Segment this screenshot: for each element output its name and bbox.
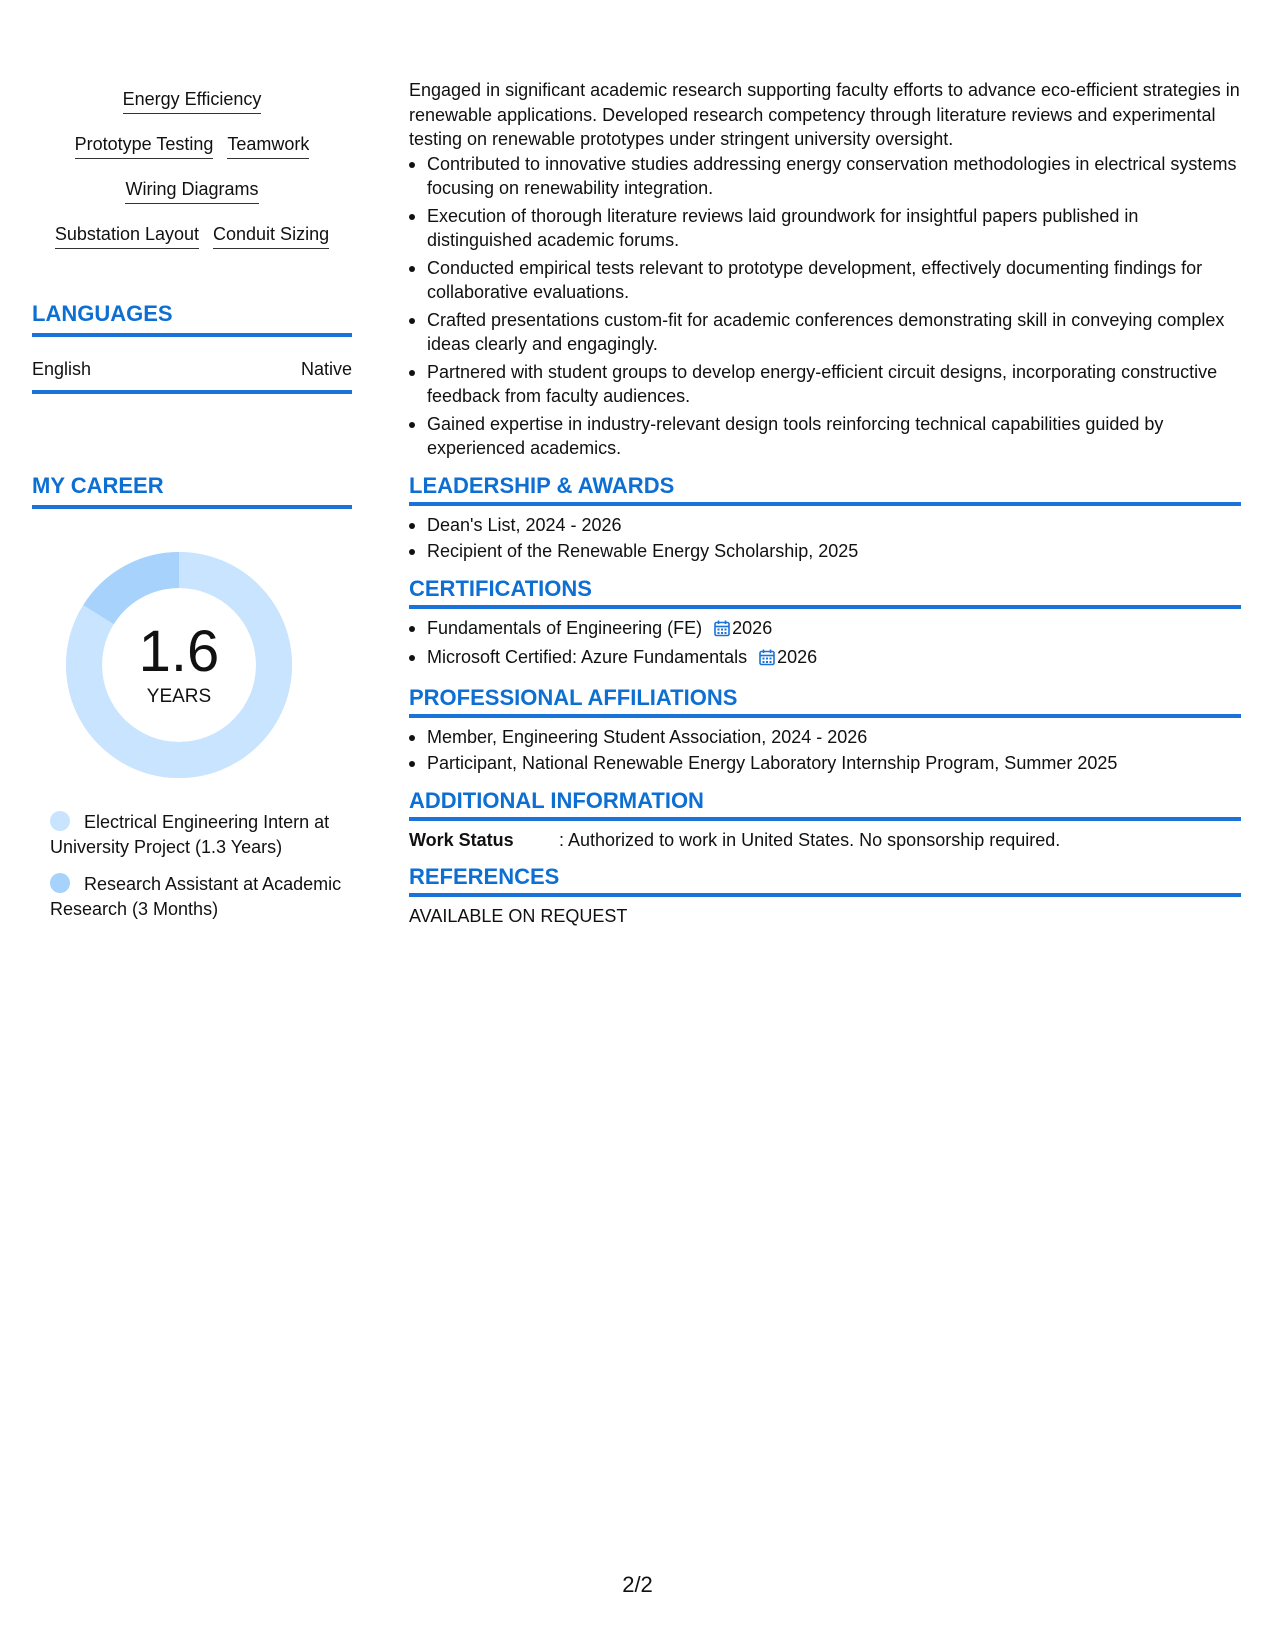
skill-tag: Substation Layout — [55, 223, 199, 249]
calendar-icon — [714, 619, 730, 644]
page-number: 2/2 — [622, 1572, 653, 1597]
experience-bullet: Conducted empirical tests relevant to prototype development, effectively documenting findings for collaborative evaluations. — [409, 256, 1241, 305]
affiliation-item: Member, Engineering Student Association, 2024 - 2026 — [409, 725, 1241, 750]
certification-name: Fundamentals of Engineering (FE) — [427, 617, 703, 638]
awards-list — [409, 513, 1241, 564]
skills-row-2 — [32, 133, 352, 159]
affiliations-heading: PROFESSIONAL AFFILIATIONS — [409, 685, 1241, 718]
work-status-label: Work Status — [409, 829, 514, 850]
skill-tag: Teamwork — [227, 133, 309, 159]
career-legend-item — [50, 872, 350, 922]
language-name: English — [32, 359, 92, 379]
references-text: AVAILABLE ON REQUEST — [409, 905, 628, 926]
skill-tag: Energy Efficiency — [123, 88, 262, 114]
languages-heading: LANGUAGES — [32, 301, 352, 337]
skills-row-1 — [32, 88, 352, 114]
skill-tag: Wiring Diagrams — [125, 178, 258, 204]
references-heading: REFERENCES — [409, 864, 1241, 897]
affiliations-list — [409, 725, 1241, 776]
work-status-value: : Authorized to work in United States. No sponsorship required. — [559, 829, 1061, 850]
experience-bullet: Execution of thorough literature reviews laid groundwork for insightful papers published in distinguished academic forums. — [409, 204, 1241, 253]
experience-bullet: Crafted presentations custom-fit for academic conferences demonstrating skill in conveying complex ideas clearly and engagingly. — [409, 308, 1241, 357]
legend-dot — [50, 873, 70, 893]
award-item: Recipient of the Renewable Energy Scholarship, 2025 — [409, 539, 1241, 564]
certification-item — [409, 645, 1241, 673]
calendar-icon — [759, 648, 775, 673]
skills-row-3 — [32, 178, 352, 204]
career-heading: MY CAREER — [32, 473, 352, 509]
certification-year: 2026 — [777, 647, 818, 667]
certifications-heading: CERTIFICATIONS — [409, 576, 1241, 609]
legend-dot — [50, 811, 70, 831]
experience-summary: Engaged in significant academic research supporting faculty efforts to advance eco-efficient strategies in renewable applications. Developed research competency through literature reviews and experimental testing on renewable prototypes under stringent university oversight. — [409, 80, 1240, 149]
career-total-years: 1.6 — [138, 619, 220, 684]
skill-tag: Conduit Sizing — [213, 223, 329, 249]
career-legend-item — [50, 810, 350, 860]
experience-bullet: Contributed to innovative studies addressing energy conservation methodologies in electrical systems focusing on renewability integration. — [409, 152, 1241, 201]
legend-label: Electrical Engineering Intern at University Project (1.3 Years) — [50, 812, 330, 857]
award-item: Dean's List, 2024 - 2026 — [409, 513, 1241, 538]
awards-heading: LEADERSHIP & AWARDS — [409, 473, 1241, 506]
language-row — [32, 359, 352, 394]
work-status-row — [409, 828, 1241, 852]
career-years-label: YEARS — [146, 686, 212, 707]
skill-tag: Prototype Testing — [75, 133, 214, 159]
experience-bullet: Gained expertise in industry-relevant design tools reinforcing technical capabilities guided by experienced academics. — [409, 412, 1241, 461]
certification-year: 2026 — [732, 617, 773, 638]
legend-label: Research Assistant at Academic Research (3 Months) — [50, 874, 342, 919]
right-column — [409, 78, 1241, 928]
certification-item — [409, 616, 1241, 644]
experience-bullet: Partnered with student groups to develop energy-efficient circuit designs, incorporating constructive feedback from faculty audiences. — [409, 360, 1241, 409]
experience-bullets — [409, 152, 1241, 461]
certification-name: Microsoft Certified: Azure Fundamentals — [427, 647, 748, 667]
language-level: Native — [300, 359, 352, 379]
career-donut-chart — [66, 552, 292, 778]
affiliation-item: Participant, National Renewable Energy Laboratory Internship Program, Summer 2025 — [409, 751, 1241, 776]
skills-row-4 — [32, 223, 352, 249]
certifications-list — [409, 616, 1241, 673]
additional-info-heading: ADDITIONAL INFORMATION — [409, 788, 1241, 821]
